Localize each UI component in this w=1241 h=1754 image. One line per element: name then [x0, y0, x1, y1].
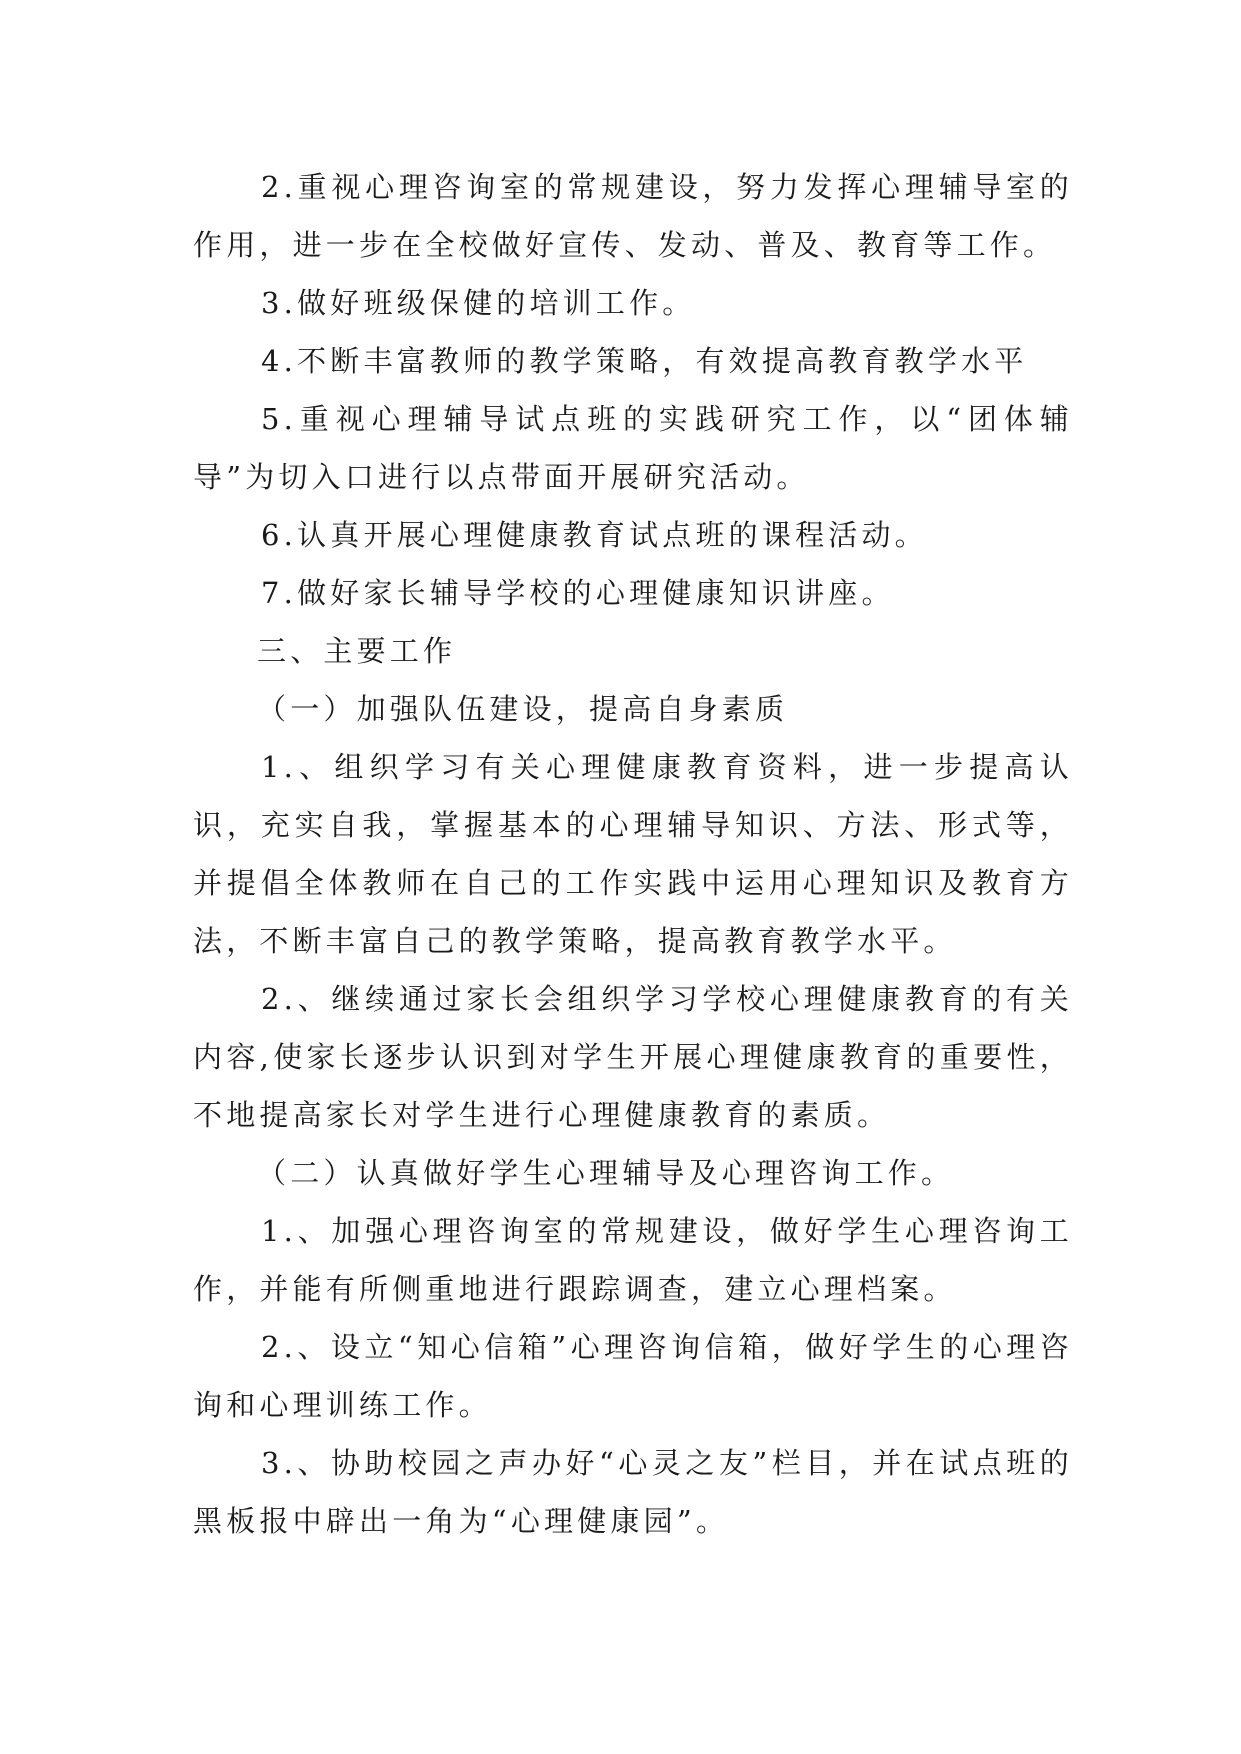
paragraph-goal-4: 4.不断丰富教师的教学策略，有效提高教育教学水平 [261, 344, 1028, 378]
paragraph-counseling-1: 1.、加强心理咨询室的常规建设，做好学生心理咨询工作，并能有所侧重地进行跟踪调查，建立心理档案。 [193, 1214, 1073, 1306]
paragraph-goal-5: 5.重视心理辅导试点班的实践研究工作，以“团体辅导”为切入口进行以点带面开展研究活动。 [193, 402, 1073, 494]
paragraph-goal-3: 3.做好班级保健的培训工作。 [261, 286, 696, 320]
paragraph-goal-2: 2.重视心理咨询室的常规建设，努力发挥心理辅导室的作用，进一步在全校做好宣传、发动、普及、教育等工作。 [193, 170, 1073, 262]
subsection-heading-team-building: （一）加强队伍建设，提高自身素质 [257, 692, 789, 726]
paragraph-team-1: 1.、组织学习有关心理健康教育资料，进一步提高认识，充实自我，掌握基本的心理辅导知识、方法、形式等，并提倡全体教师在自己的工作实践中运用心理知识及教育方法，不断丰富自己的教学策略，提高教育教学水平。 [193, 750, 1073, 958]
paragraph-counseling-3: 3.、协助校园之声办好“心灵之友”栏目，并在试点班的黑板报中辟出一角为“心理健康园”。 [193, 1446, 1073, 1538]
paragraph-counseling-2: 2.、设立“知心信箱”心理咨询信箱，做好学生的心理咨询和心理训练工作。 [193, 1330, 1073, 1422]
document-page [193, 158, 1073, 1550]
paragraph-goal-7: 7.做好家长辅导学校的心理健康知识讲座。 [261, 576, 895, 610]
section-heading-main-work: 三、主要工作 [257, 634, 457, 668]
subsection-heading-student-counseling: （二）认真做好学生心理辅导及心理咨询工作。 [257, 1156, 955, 1190]
paragraph-goal-6: 6.认真开展心理健康教育试点班的课程活动。 [261, 518, 928, 552]
paragraph-team-2: 2.、继续通过家长会组织学习学校心理健康教育的有关内容,使家长逐步认识到对学生开展心理健康教育的重要性，不地提高家长对学生进行心理健康教育的素质。 [193, 982, 1073, 1132]
